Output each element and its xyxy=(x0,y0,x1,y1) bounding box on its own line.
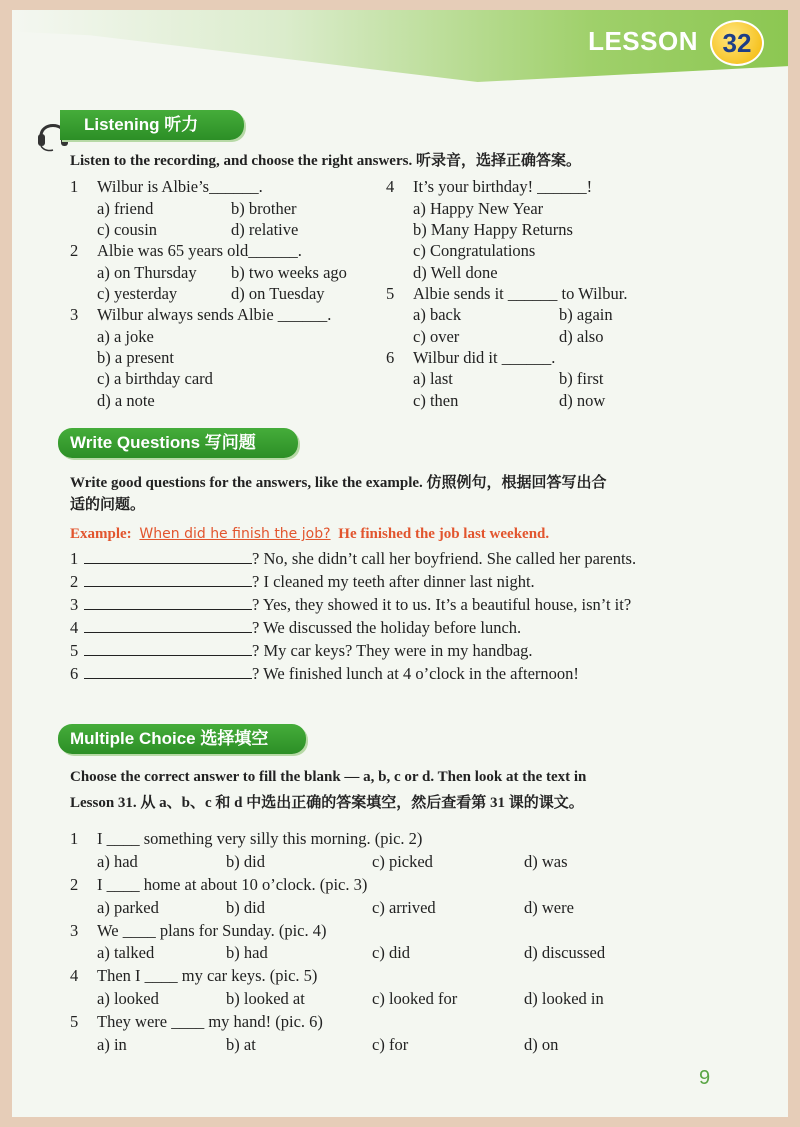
question-stem: I ____ something very silly this morning. (pic. 2) xyxy=(97,829,423,848)
answer-text: ? No, she didn’t call her boyfriend. She called her parents. xyxy=(252,549,637,568)
item-number: 1 xyxy=(70,829,79,848)
question-stem: Wilbur always sends Albie ______. xyxy=(97,305,332,324)
option: a) back xyxy=(413,305,462,324)
answer-text: ? I cleaned my teeth after dinner last night. xyxy=(252,572,535,591)
answer-blank[interactable] xyxy=(84,641,252,656)
question-stem: We ____ plans for Sunday. (pic. 4) xyxy=(97,921,327,940)
write-question-row xyxy=(84,618,521,638)
option: c) picked xyxy=(372,852,433,871)
item-number: 5 xyxy=(70,1012,79,1031)
question-number: 4 xyxy=(386,177,395,196)
option: b) did xyxy=(226,852,265,871)
option: b) had xyxy=(226,943,268,962)
option: c) did xyxy=(372,943,411,962)
answer-blank[interactable] xyxy=(84,572,252,587)
listening-heading: Listening 听力 xyxy=(60,110,244,140)
multiple-choice-instruction-line1: Choose the correct answer to fill the blank — a, b, c or d. Then look at the text in xyxy=(70,769,587,785)
option: b) looked at xyxy=(226,989,305,1008)
option: d) was xyxy=(524,852,568,871)
write-question-row xyxy=(84,664,579,684)
option: c) arrived xyxy=(372,898,436,917)
option: d) relative xyxy=(231,220,299,239)
item-number: 4 xyxy=(70,618,79,637)
option: c) looked for xyxy=(372,989,458,1008)
question-stem: They were ____ my hand! (pic. 6) xyxy=(97,1012,323,1031)
option: d) on Tuesday xyxy=(231,284,325,303)
option: d) on xyxy=(524,1035,559,1054)
write-questions-heading: Write Questions 写问题 xyxy=(58,428,298,458)
option: b) at xyxy=(226,1035,256,1054)
write-question-row xyxy=(84,549,636,569)
option: b) first xyxy=(559,369,604,388)
option: b) Many Happy Returns xyxy=(413,220,573,239)
question-stem: Albie sends it ______ to Wilbur. xyxy=(413,284,628,303)
question-stem: Wilbur is Albie’s______. xyxy=(97,177,263,196)
item-number: 2 xyxy=(70,572,79,591)
option: a) had xyxy=(97,852,138,871)
question-stem: I ____ home at about 10 o’clock. (pic. 3) xyxy=(97,875,368,894)
option: a) parked xyxy=(97,898,159,917)
write-question-row xyxy=(84,572,535,592)
question-stem: Then I ____ my car keys. (pic. 5) xyxy=(97,966,318,985)
item-number: 1 xyxy=(70,549,79,568)
example-answer: He finished the job last weekend. xyxy=(338,526,550,542)
option: b) a present xyxy=(97,348,174,367)
answer-text: ? My car keys? They were in my handbag. xyxy=(252,641,533,660)
option: d) were xyxy=(524,898,574,917)
lesson-label: LESSON xyxy=(588,26,698,56)
item-number: 5 xyxy=(70,641,79,660)
lesson-number-badge: 32 xyxy=(710,20,764,66)
write-question-row xyxy=(84,641,533,661)
option: b) two weeks ago xyxy=(231,263,347,282)
option: a) in xyxy=(97,1035,127,1054)
option: a) talked xyxy=(97,943,155,962)
question-stem: Wilbur did it ______. xyxy=(413,348,556,367)
question-number: 3 xyxy=(70,305,79,324)
question-number: 5 xyxy=(386,284,395,303)
item-number: 6 xyxy=(70,664,79,683)
option: c) over xyxy=(413,327,460,346)
option: d) looked in xyxy=(524,989,604,1008)
example-row xyxy=(70,526,549,543)
option: a) last xyxy=(413,369,453,388)
option: c) Congratulations xyxy=(413,241,536,260)
option: c) a birthday card xyxy=(97,369,213,388)
option: a) looked xyxy=(97,989,159,1008)
question-number: 1 xyxy=(70,177,79,196)
question-number: 2 xyxy=(70,241,79,260)
option: d) discussed xyxy=(524,943,606,962)
answer-text: ? Yes, they showed it to us. It’s a beautiful house, isn’t it? xyxy=(252,595,632,614)
option: c) then xyxy=(413,391,459,410)
option: d) now xyxy=(559,391,606,410)
answer-blank[interactable] xyxy=(84,549,252,564)
option: c) for xyxy=(372,1035,409,1054)
example-question: When did he finish the job? xyxy=(139,526,331,542)
answer-text: ? We finished lunch at 4 o’clock in the afternoon! xyxy=(252,664,579,683)
option: b) did xyxy=(226,898,265,917)
listening-instruction: Listen to the recording, and choose the right answers. 听录音，选择正确答案。 xyxy=(70,153,581,169)
option: a) a joke xyxy=(97,327,154,346)
question-stem: Albie was 65 years old______. xyxy=(97,241,302,260)
answer-blank[interactable] xyxy=(84,595,252,610)
question-number: 6 xyxy=(386,348,395,367)
item-number: 4 xyxy=(70,966,79,985)
workbook-page xyxy=(12,10,788,1117)
example-label: Example: xyxy=(70,526,132,542)
page-number: 9 xyxy=(699,1067,711,1089)
write-questions-instruction-line1: Write good questions for the answers, like the example. 仿照例句，根据回答写出合 xyxy=(70,475,607,491)
multiple-choice-instruction-line2: Lesson 31. 从 a、b、c 和 d 中选出正确的答案填空，然后查看第 31 课的课文。 xyxy=(70,795,584,811)
write-questions-instruction-line2: 适的问题。 xyxy=(70,497,146,513)
question-stem: It’s your birthday! ______! xyxy=(413,177,593,196)
option: a) on Thursday xyxy=(97,263,197,282)
answer-blank[interactable] xyxy=(84,618,252,633)
multiple-choice-heading: Multiple Choice 选择填空 xyxy=(58,724,306,754)
option: a) friend xyxy=(97,199,154,218)
option: b) again xyxy=(559,305,613,324)
option: d) Well done xyxy=(413,263,498,282)
write-question-row xyxy=(84,595,631,615)
option: d) a note xyxy=(97,391,155,410)
option: a) Happy New Year xyxy=(413,199,544,218)
option: b) brother xyxy=(231,199,297,218)
item-number: 3 xyxy=(70,921,79,940)
option: c) yesterday xyxy=(97,284,178,303)
item-number: 2 xyxy=(70,875,79,894)
item-number: 3 xyxy=(70,595,79,614)
option: d) also xyxy=(559,327,604,346)
answer-blank[interactable] xyxy=(84,664,252,679)
option: c) cousin xyxy=(97,220,158,239)
answer-text: ? We discussed the holiday before lunch. xyxy=(252,618,522,637)
